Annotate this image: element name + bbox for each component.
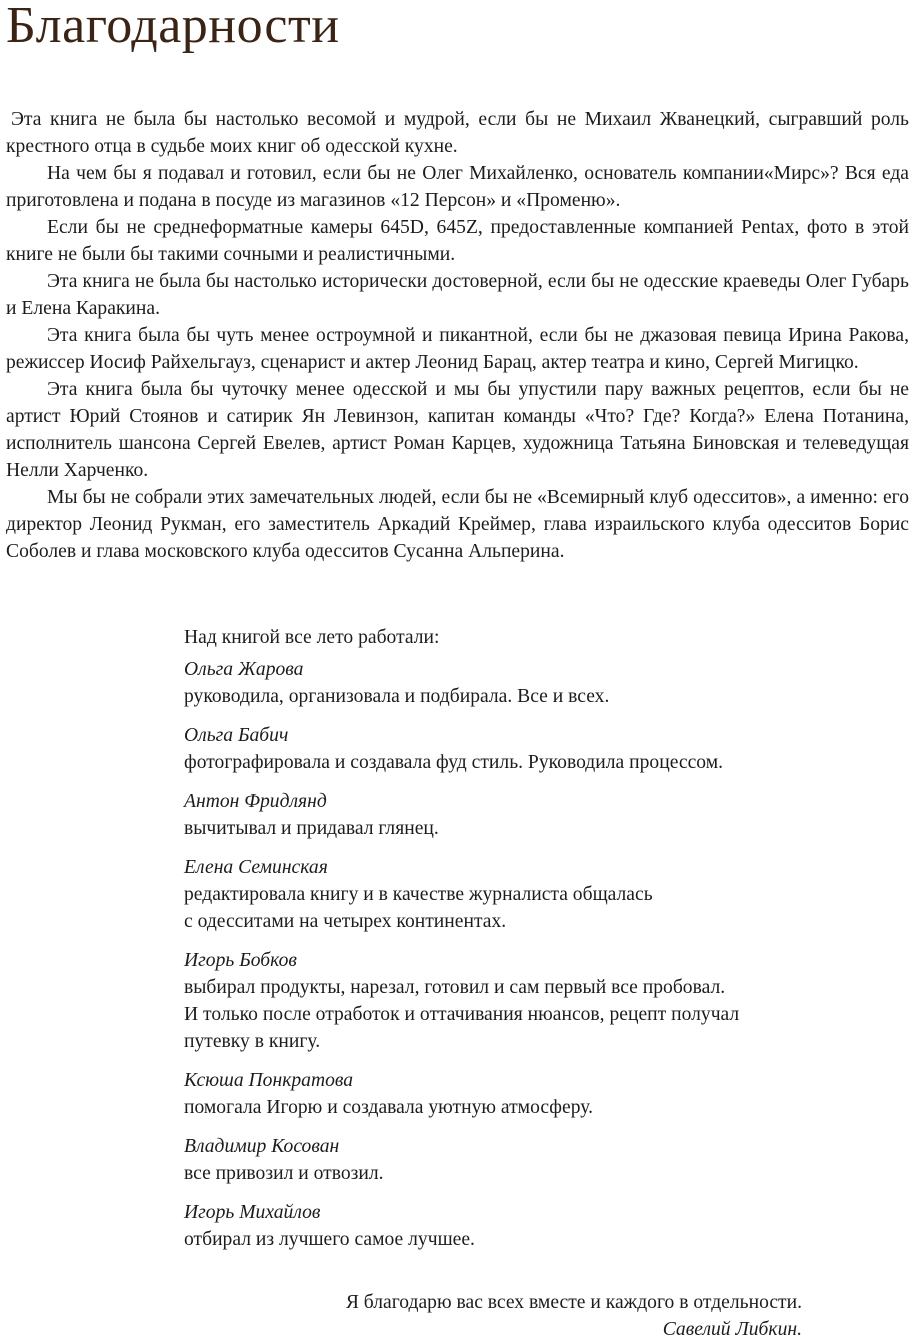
paragraph: Эта книга не была бы настолько весомой и мудрой, если бы не Михаил Жванецкий, сыгравший роль крестного отца в судьбе моих книг об одесской кухне. (6, 109, 909, 157)
paragraph: На чем бы я подавал и готовил, если бы не Олег Михайленко, основатель компании«Мирс»? Вся еда приготовлена и подана в посуде из магазинов «12 Персон» и «Променю». (6, 163, 909, 211)
paragraph: Если бы не среднеформатные камеры 645D, 645Z, предоставленные компанией Pentax, фото в этой книге не были бы такими сочными и реалистичными. (6, 217, 909, 265)
paragraph: Эта книга не была бы настолько исторически достоверной, если бы не одесские краеведы Олег Губарь и Елена Каракина. (6, 271, 909, 319)
credits-list (184, 624, 864, 1265)
credit-item (184, 947, 864, 1055)
author-signature: Савелий Либкин. (662, 1319, 802, 1340)
paragraph: Эта книга была бы чуть менее остроумной и пикантной, если бы не джазовая певица Ирина Ракова, режиссер Иосиф Райхельгауз, сценарист и актер Леонид Барац, актер театра и кино, Сергей Мигицко. (6, 325, 909, 373)
person-role: вычитывал и придавал глянец. (184, 818, 439, 839)
person-name: Елена Семинская (184, 857, 328, 878)
person-name: Владимир Косован (184, 1136, 340, 1157)
closing-text: Я благодарю вас всех вместе и каждого в отдельности. (345, 1292, 802, 1313)
person-role: все привозил и отвозил. (184, 1163, 384, 1184)
person-role: путевку в книгу. (184, 1031, 321, 1052)
credit-item (184, 1199, 864, 1253)
person-role: фотографировала и создавала фуд стиль. Руководила процессом. (184, 752, 723, 773)
paragraph: Мы бы не собрали этих замечательных людей, если бы не «Всемирный клуб одесситов», а именно: его директор Леонид Рукман, его заместитель Аркадий Креймер, глава израильского клуба одесситов Борис Соболев и глава московского клуба одесситов Сусанна Альперина. (6, 487, 909, 562)
person-role: редактировала книгу и в качестве журналиста общалась (184, 884, 653, 905)
person-name: Ксюша Понкратова (184, 1070, 354, 1091)
page-title: Благодарности (6, 0, 340, 54)
credit-item (184, 1067, 864, 1121)
credits-intro: Над книгой все лето работали: (184, 627, 440, 648)
person-role: руководила, организовала и подбирала. Все и всех. (184, 686, 610, 707)
person-role: отбирал из лучшего самое лучшее. (184, 1229, 475, 1250)
credit-item (184, 656, 864, 710)
person-role: И только после отработок и оттачивания нюансов, рецепт получал (184, 1004, 740, 1025)
person-name: Игорь Михайлов (184, 1202, 321, 1223)
credit-item (184, 854, 864, 935)
credit-item (184, 1133, 864, 1187)
person-role: с одесситами на четырех континентах. (184, 911, 507, 932)
person-role: выбирал продукты, нарезал, готовил и сам первый все пробовал. (184, 977, 726, 998)
person-name: Ольга Бабич (184, 725, 289, 746)
credit-item (184, 722, 864, 776)
person-name: Антон Фридлянд (184, 791, 327, 812)
acknowledgements-body (6, 106, 909, 565)
person-name: Ольга Жарова (184, 659, 304, 680)
closing-note (346, 1289, 802, 1343)
person-role: помогала Игорю и создавала уютную атмосферу. (184, 1097, 593, 1118)
credit-item (184, 788, 864, 842)
person-name: Игорь Бобков (184, 950, 297, 971)
paragraph: Эта книга была бы чуточку менее одесской и мы бы упустили пару важных рецептов, если бы не артист Юрий Стоянов и сатирик Ян Левинзон, капитан команды «Что? Где? Когда?» Елена Потанина, исполнитель шансона Сергей Евелев, артист Роман Карцев, художница Татьяна Биновская и телеведущая Нелли Харченко. (6, 379, 909, 481)
